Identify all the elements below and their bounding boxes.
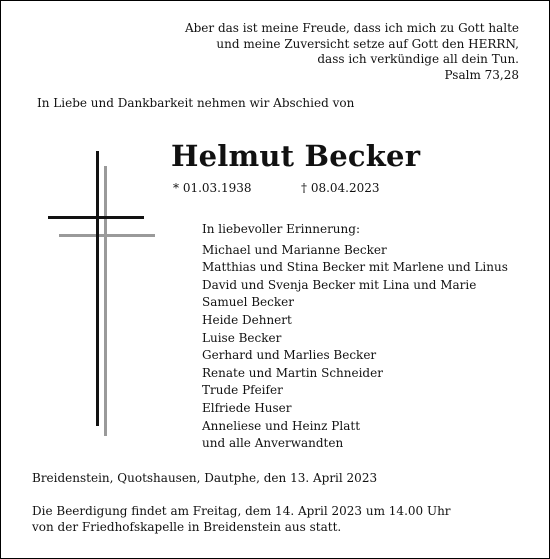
verse-line-2: und meine Zuversicht setze auf Gott den HERRN, [216, 36, 519, 51]
mourner-name: Luise Becker [202, 330, 282, 345]
mourner-name: Samuel Becker [202, 295, 294, 310]
verse-reference: Psalm 73,28 [444, 67, 519, 82]
place-and-date: Breidenstein, Quotshausen, Dautphe, den 13. April 2023 [32, 471, 378, 485]
mourners-list [202, 221, 508, 453]
cross-dark-vertical [96, 151, 99, 426]
mourner-name: Michael und Marianne Becker [202, 242, 387, 257]
mourner-name: Gerhard und Marlies Becker [202, 348, 377, 363]
cross-grey-vertical [104, 166, 107, 436]
mourner-name: und alle Anverwandten [202, 436, 344, 451]
verse-line-1: Aber das ist meine Freude, dass ich mich zu Gott halte [184, 21, 519, 35]
birth-date: * 01.03.1938 [173, 181, 252, 195]
mourner-name: Trude Pfeifer [202, 383, 283, 398]
cross-dark-horizontal [48, 216, 144, 219]
bible-verse [179, 21, 519, 83]
funeral-notice [32, 503, 451, 535]
cross-grey-horizontal [59, 234, 155, 237]
farewell-intro: In Liebe und Dankbarkeit nehmen wir Abschied von [37, 96, 355, 110]
mourner-name: Elfriede Huser [202, 400, 292, 415]
cross-icon [41, 146, 166, 441]
funeral-line-2: von der Friedhofskapelle in Breidenstein aus statt. [32, 520, 342, 534]
deceased-name: Helmut Becker [171, 139, 421, 173]
mourners-heading: In liebevoller Erinnerung: [202, 222, 360, 236]
verse-line-3: dass ich verkündige all dein Tun. [317, 52, 519, 66]
mourner-name: Anneliese und Heinz Platt [202, 418, 361, 433]
funeral-line-1: Die Beerdigung findet am Freitag, dem 14. April 2023 um 14.00 Uhr [32, 504, 451, 518]
mourner-name: Renate und Martin Schneider [202, 365, 383, 380]
mourner-name: Heide Dehnert [202, 312, 292, 327]
mourner-name: Matthias und Stina Becker mit Marlene und Linus [202, 260, 508, 275]
death-date: † 08.04.2023 [301, 181, 380, 195]
mourner-name: David und Svenja Becker mit Lina und Marie [202, 277, 477, 292]
